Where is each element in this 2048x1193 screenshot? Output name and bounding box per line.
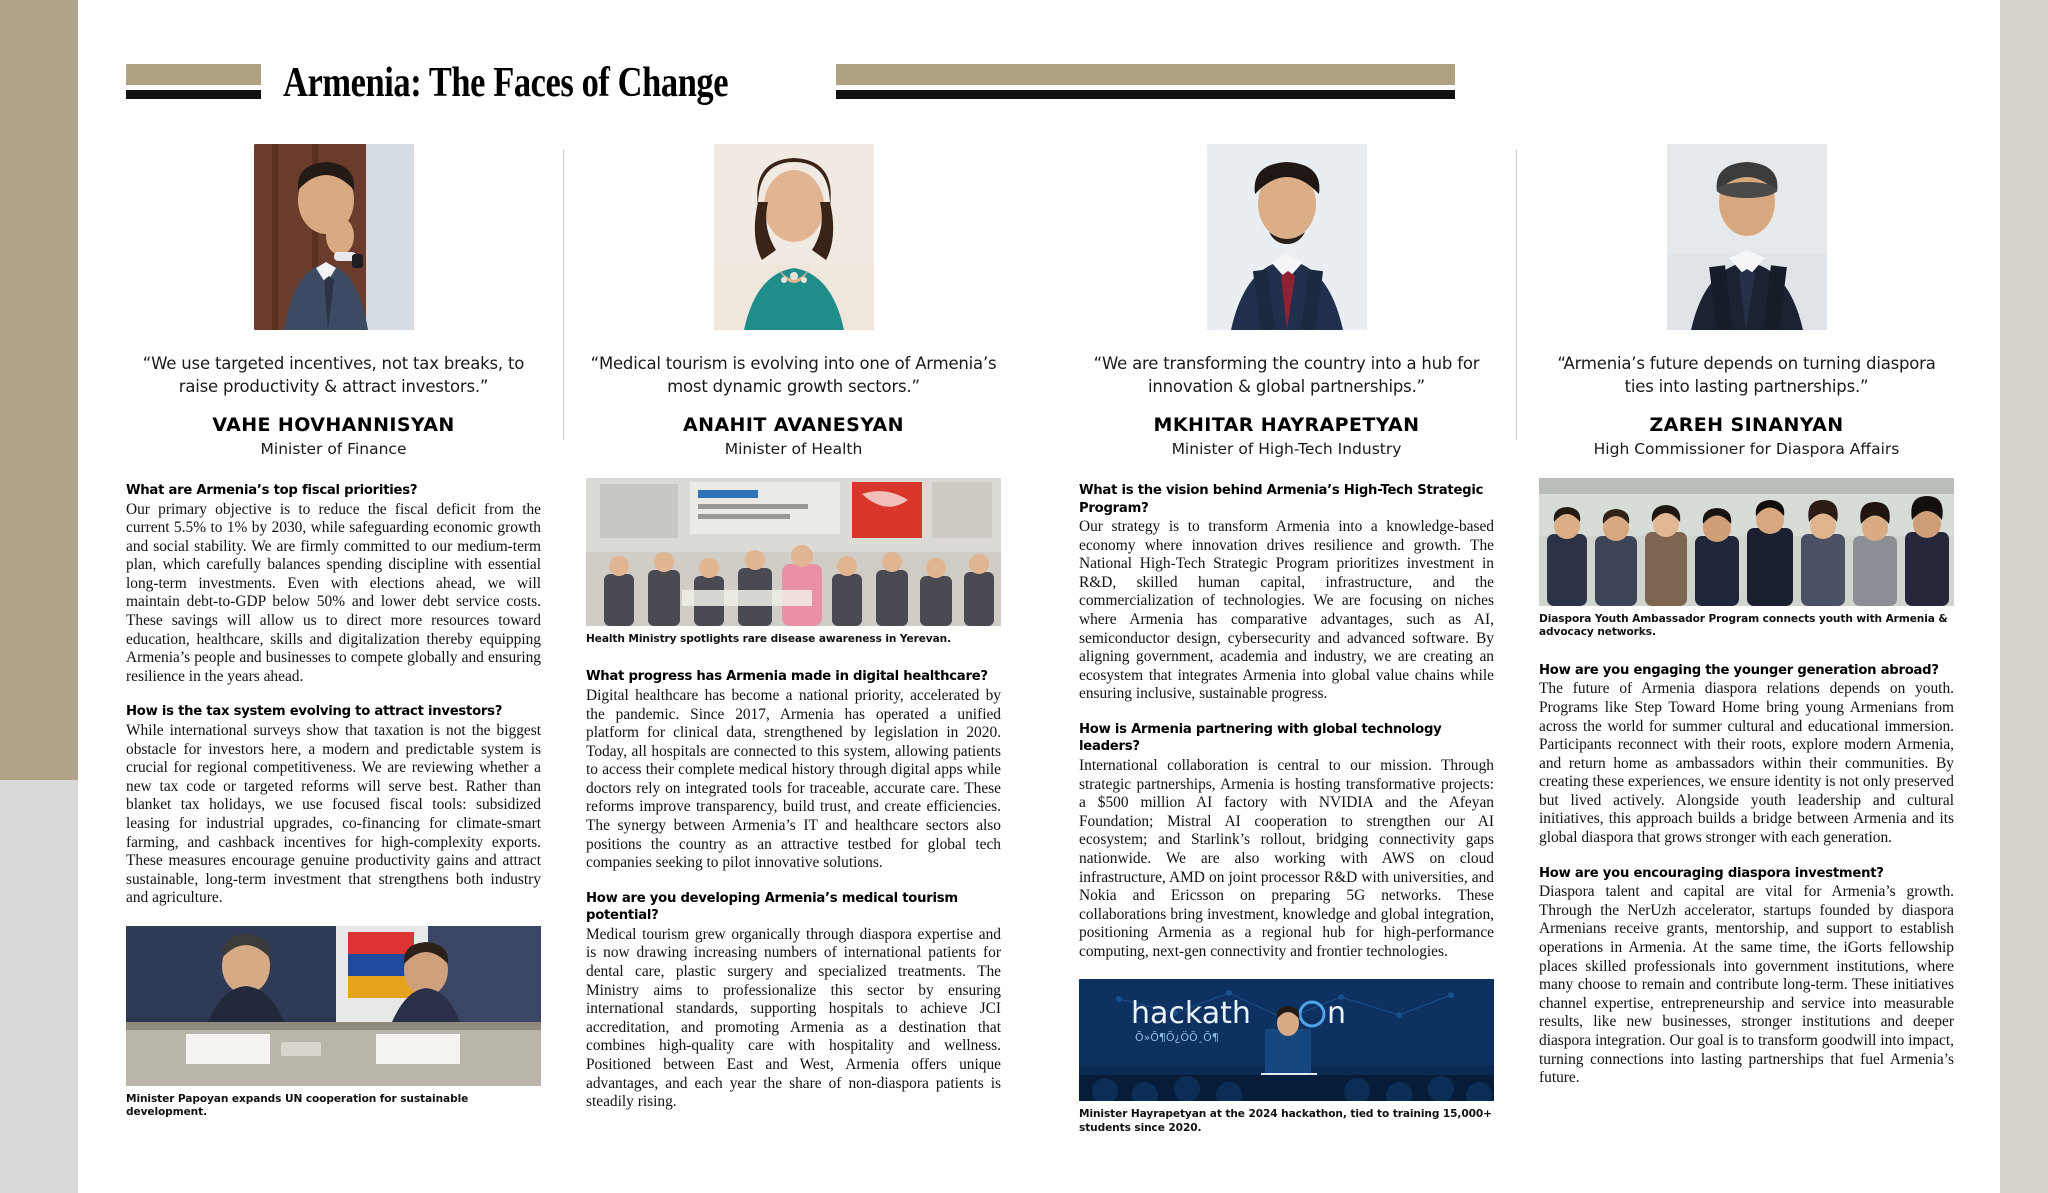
masthead-right-group [836,64,1455,99]
photo-caption: Diaspora Youth Ambassador Program connects youth with Armenia & advocacy networks. [1539,613,1948,639]
answer-text: Digital healthcare has become a national priority, accelerated by the pandemic. Since 2017, Armenia has operated a unified platform for clinical data, strengthened by legislation in 2020. Today, all hospitals are connected to this system, allowing patients to access their complete medical history through digital apps while doctors rely on integrated tools for traceable, accurate care. These reforms improve transparency, build trust, and create efficiencies. The synergy between Armenia’s IT and healthcare sectors also positions the country as an attractive testbed for global tech companies seeking to pilot innovative solutions. [586,686,1001,872]
qa-block [126,482,541,686]
column-divider [563,150,564,440]
photo-un-signing [126,926,541,1086]
rule-tan-bar [126,64,261,85]
person-role: Minister of High-Tech Industry [1171,440,1402,458]
answer-text: The future of Armenia diaspora relations depends on youth. Programs like Step Toward Home bring young Armenians from across the world for summer cultural and educational immersion. Participants reconnect with their roots, explore modern Armenia, and return home as ambassadors within their communities. By creating these experiences, we ensure identity is not only preserved but lived actively. Alongside youth leadership and cultural initiatives, this approach builds a bridge between Armenia and its global diaspora that grows stronger with each generation. [1539,680,1954,847]
photo-caption: Minister Papoyan expands UN cooperation for sustainable development. [126,1092,469,1119]
left-tan-band [0,0,78,780]
pull-quote: “We are transforming the country into a hub for innovation & global partnerships.” [1093,354,1480,396]
answer-text: Our primary objective is to reduce the fiscal deficit from the current 5.5% to 1% by 2030, while safeguarding economic growth and social stability. We are firmly committed to our medium-term plan, which carefully balances spending discipline with essential long-term investments. Even with elections ahead, we will maintain debt-to-GDP below 50% and lower debt service costs. These savings will allow us to direct more resources toward education, healthcare, skills and digitalization thereby equipping Armenia’s people and businesses to compete globally and ensuring resilience in the years ahead. [126,500,541,685]
interview-column-diaspora [1539,144,1954,1189]
page-title: Armenia: The Faces of Change [283,60,729,106]
question-heading: How are you encouraging diaspora investment? [1539,865,1884,881]
question-heading: How are you developing Armenia’s medical tourism potential? [586,890,958,924]
column-divider [1516,150,1517,440]
qa-block [1079,721,1494,962]
right-band [2000,0,2048,1193]
person-name: MKHITAR HAYRAPETYAN [1153,414,1420,436]
person-role: High Commissioner for Diaspora Affairs [1593,440,1900,458]
answer-text: Diaspora talent and capital are vital for Armenia’s growth. Through the NerUzh accelerator, startups founded by diaspora Armenians receive grants, mentorship, and support to establish operations in Armenia. At the same time, the iGorts fellowship places skilled professionals into government institutions, where many choose to remain and contribute long-term. These initiatives channel expertise, entrepreneurship and service into measurable results, like new businesses, stronger institutions and deeper diaspora integration. Our goal is to transform goodwill into impact, turning connections into lasting partnerships that fuel Armenia’s future. [1539,883,1954,1087]
answer-text: Our strategy is to transform Armenia into a knowledge-based economy where innovation drives resilience and growth. The National High-Tech Strategic Program prioritizes investment in R&D, skilled human capital, infrastructure, and the commercialization of technologies. We are focusing on niches where Armenia has comparative advantages, such as AI, semiconductor design, cybersecurity and advanced software. By aligning government, academia and industry, we are creating an ecosystem that integrates Armenia into global value chains while ensuring inclusive, sustainable progress. [1079,518,1494,703]
qa-block [126,703,541,907]
portrait-anahit-avanesyan [714,144,874,330]
rule-black-bar [126,90,261,99]
rule-tan-bar [836,64,1455,85]
columns-container [78,144,2000,1189]
portrait-wrap [1539,144,1954,330]
photo-youth-group [1539,478,1954,606]
question-heading: How is Armenia partnering with global technology leaders? [1079,721,1442,755]
portrait-wrap [586,144,1001,330]
question-heading: What are Armenia’s top fiscal priorities? [126,483,418,498]
portrait-zareh-sinanyan [1667,144,1827,330]
answer-text: International collaboration is central to our mission. Through strategic partnerships, Armenia is hosting transformative projects: a $500 million AI factory with NVIDIA and the Afeyan Foundation; Mistral AI cooperation to strengthen our AI ecosystem; and Starlink’s rollout, bridging connectivity gaps nationwide. We are also working with AWS on cloud infrastructure, AMD on joint processor R&D with universities, and Nokia and Ericsson on preparing 5G networks. These collaborations bring investment, knowledge and global integration, positioning Armenia as a regional hub for high-performance computing, next-gen connectivity and frontier technologies. [1079,756,1494,960]
center-gutter [1001,144,1079,1189]
portrait-vahe-hovhannisyan [254,144,414,330]
interview-column-health [586,144,1001,1189]
svg-text:Õ»Õ¶Õ¿ÖÕ¸Õ¶: Õ»Õ¶Õ¿ÖÕ¸Õ¶ [1135,1031,1219,1045]
svg-text:n: n [1327,996,1347,1032]
person-name: VAHE HOVHANNISYAN [212,414,455,436]
photo-caption: Minister Hayrapetyan at the 2024 hackathon, tied to training 15,000+ students since 2020. [1079,1108,1492,1134]
masthead-rule-left [126,64,261,99]
photo-caption: Health Ministry spotlights rare disease awareness in Yerevan. [586,633,952,645]
portrait-mkhitar-hayrapetyan [1207,144,1367,330]
question-heading: What is the vision behind Armenia’s High-Tech Strategic Program? [1079,483,1484,516]
interview-column-hightech [1079,144,1494,1189]
answer-text: Medical tourism grew organically through diaspora expertise and is now drawing increasing numbers of international patients for dental care, plastic surgery and specialized treatments. The Ministry aims to professionalize this sector by ensuring international standards, supporting hospitals to achieve JCI accreditation, and promoting Armenia as a destination that combines high-quality care with hospitality and wellness. Positioned between East and West, Armenia offers unique advantages, and each year the share of non-diaspora patients is steadily rising. [586,925,1001,1111]
qa-block [586,668,1001,872]
photo-health-event [586,478,1001,626]
rule-black-bar [836,90,1455,99]
portrait-wrap [1079,144,1494,330]
qa-block [1079,482,1494,704]
qa-block [586,890,1001,1112]
answer-text: While international surveys show that taxation is not the biggest obstacle for investors here, a modern and predictable system is crucial for regional competitiveness. We are reviewing whether a new tax code or targeted reforms will serve best. Rather than blanket tax holidays, we use focused fiscal tools: subsidized leasing for industrial upgrades, co-financing for climate-smart farming, and cashback incentives for high-complexity exports. These measures encourage genuine productivity gains and attract sustainable, long-term investment that strengthens both industry and agriculture. [126,721,541,907]
interview-column-finance [126,144,541,1189]
photo-hackathon [1079,979,1494,1101]
person-role: Minister of Health [724,440,863,458]
qa-block [1539,662,1954,848]
pull-quote: “Armenia’s future depends on turning diaspora ties into lasting partnerships.” [1557,354,1936,396]
person-name: ANAHIT AVANESYAN [683,414,904,436]
left-grey-band [0,780,78,1193]
question-heading: What progress has Armenia made in digital healthcare? [586,669,988,685]
article-sheet [78,14,2000,1193]
masthead-rule-right [836,64,1455,99]
portrait-wrap [126,144,541,330]
person-name: ZAREH SINANYAN [1649,414,1844,436]
qa-block [1539,865,1954,1088]
person-role: Minister of Finance [260,440,407,458]
question-heading: How are you engaging the younger generation abroad? [1539,662,1939,678]
question-heading: How is the tax system evolving to attract investors? [126,704,503,720]
pull-quote: “We use targeted incentives, not tax breaks, to raise productivity & attract investors.” [142,354,525,396]
pull-quote: “Medical tourism is evolving into one of Armenia’s most dynamic growth sectors.” [590,354,997,396]
masthead [78,60,2000,124]
svg-text:hackath: hackath [1131,996,1251,1032]
